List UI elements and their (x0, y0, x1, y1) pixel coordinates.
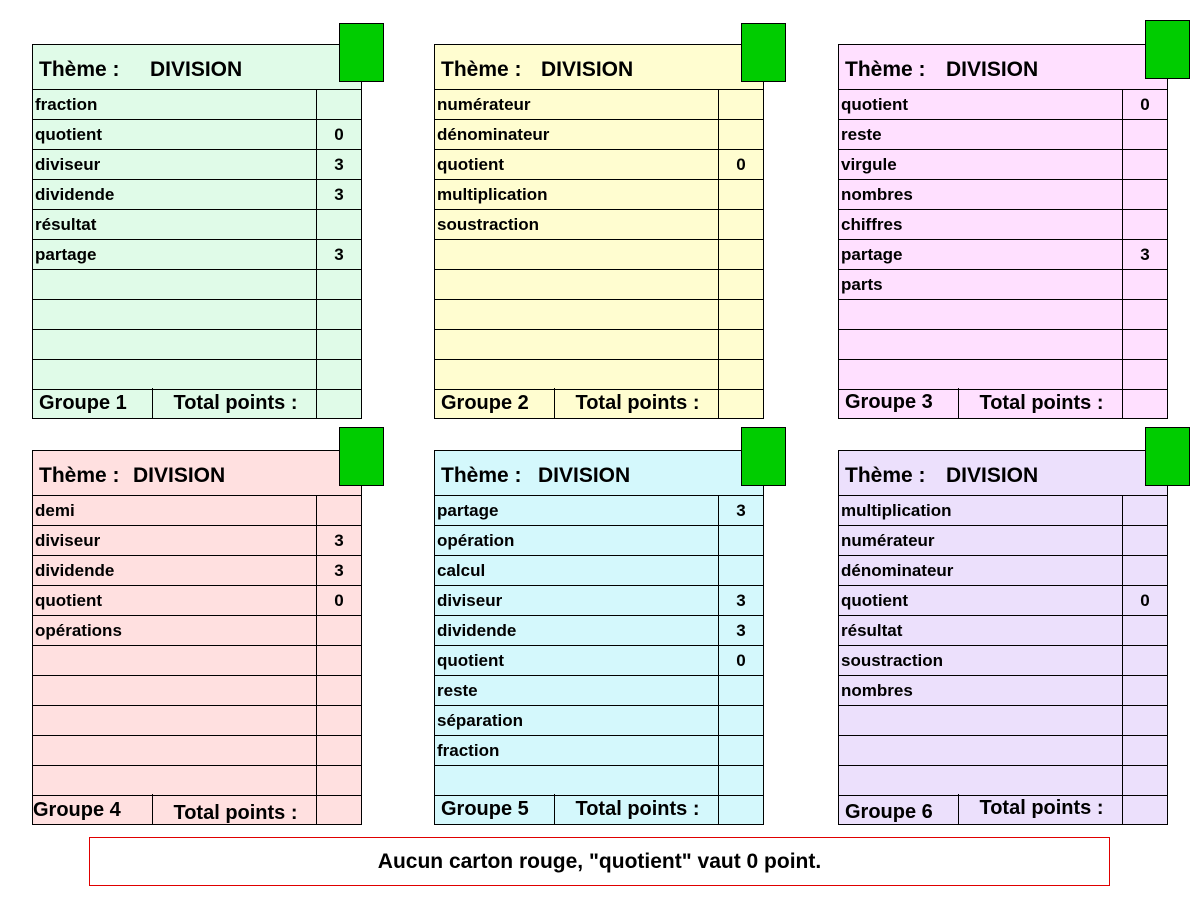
points-cell (718, 766, 763, 795)
points-cell (718, 270, 763, 299)
points-cell (1122, 556, 1167, 585)
word-row (435, 300, 763, 330)
word-row (839, 586, 1167, 616)
word-row (839, 90, 1167, 120)
green-card-flag (741, 427, 786, 486)
points-cell (1122, 616, 1167, 645)
word-cell: séparation (437, 711, 523, 730)
group-label (839, 794, 959, 824)
word-row (33, 300, 361, 330)
word-row (33, 736, 361, 766)
total-points-box (1122, 388, 1167, 418)
word-cell: reste (841, 125, 882, 144)
card-footer (435, 388, 763, 418)
group-label-text: Groupe 1 (39, 392, 127, 414)
word-cell: chiffres (841, 215, 903, 234)
points-cell (718, 526, 763, 555)
word-row (839, 300, 1167, 330)
word-row (435, 736, 763, 766)
word-row (435, 120, 763, 150)
group-label-text: Groupe 5 (441, 798, 529, 820)
points-cell (1122, 180, 1167, 209)
points-cell (316, 706, 361, 735)
points-cell (718, 706, 763, 735)
word-row (33, 646, 361, 676)
word-row (435, 556, 763, 586)
group-label (839, 388, 959, 418)
word-row (435, 210, 763, 240)
word-row (839, 210, 1167, 240)
theme-label: Thème : (845, 464, 926, 487)
total-points-box (718, 794, 763, 824)
total-points-label (555, 794, 720, 824)
word-row (435, 676, 763, 706)
card-header (435, 451, 763, 496)
word-row (33, 240, 361, 270)
word-row (435, 706, 763, 736)
points-cell: 0 (1122, 90, 1167, 119)
points-cell (316, 766, 361, 795)
points-cell: 3 (316, 556, 361, 585)
word-cell: diviseur (35, 531, 101, 550)
points-cell: 3 (316, 526, 361, 555)
word-cell: quotient (35, 591, 103, 610)
points-cell (1122, 766, 1167, 795)
word-row (33, 586, 361, 616)
points-cell (718, 240, 763, 269)
points-cell (1122, 706, 1167, 735)
points-cell (1122, 300, 1167, 329)
word-cell: dividende (35, 561, 115, 580)
word-row (839, 526, 1167, 556)
group-label (435, 388, 555, 418)
card-footer (33, 794, 361, 824)
group-card-1 (32, 44, 362, 419)
points-cell (316, 646, 361, 675)
word-cell: nombres (841, 185, 913, 204)
points-cell (316, 496, 361, 525)
word-cell: dénominateur (437, 125, 550, 144)
total-points-text: Total points : (173, 392, 298, 414)
points-cell (1122, 360, 1167, 389)
points-cell: 0 (718, 646, 763, 675)
points-cell (1122, 120, 1167, 149)
points-cell: 3 (718, 616, 763, 645)
word-row (839, 496, 1167, 526)
word-cell: opérations (35, 621, 122, 640)
points-cell (1122, 210, 1167, 239)
total-points-box (316, 794, 361, 824)
points-cell: 0 (718, 150, 763, 179)
group-label-text: Groupe 4 (33, 799, 121, 821)
theme-value: DIVISION (538, 464, 631, 487)
word-cell: dénominateur (841, 561, 954, 580)
total-points-text: Total points : (979, 797, 1104, 819)
total-points-text: Total points : (575, 392, 700, 414)
word-row (435, 240, 763, 270)
points-cell (718, 736, 763, 765)
points-cell (316, 300, 361, 329)
total-points-label (959, 388, 1124, 418)
total-points-label (959, 794, 1124, 824)
word-row (435, 616, 763, 646)
points-cell (316, 270, 361, 299)
word-row (33, 496, 361, 526)
card-footer (839, 794, 1167, 824)
points-cell (316, 360, 361, 389)
word-row (839, 330, 1167, 360)
total-points-box (316, 388, 361, 418)
word-row (839, 616, 1167, 646)
green-card-flag (1145, 427, 1190, 486)
word-cell: multiplication (841, 501, 952, 520)
word-row (33, 90, 361, 120)
points-cell: 3 (718, 586, 763, 615)
points-cell: 3 (316, 150, 361, 179)
points-cell: 3 (316, 240, 361, 269)
word-cell: diviseur (437, 591, 503, 610)
total-points-box (1122, 794, 1167, 824)
group-card-4 (32, 450, 362, 825)
word-cell: calcul (437, 561, 486, 580)
word-row (33, 270, 361, 300)
word-cell: demi (35, 501, 75, 520)
points-cell (316, 616, 361, 645)
word-cell: soustraction (437, 215, 540, 234)
word-cell: quotient (437, 155, 505, 174)
word-row (435, 766, 763, 796)
theme-value: DIVISION (946, 464, 1039, 487)
points-cell: 0 (1122, 586, 1167, 615)
points-cell (1122, 526, 1167, 555)
word-cell: quotient (841, 95, 909, 114)
points-cell (718, 556, 763, 585)
total-points-box (718, 388, 763, 418)
group-label (33, 388, 153, 418)
word-cell: opération (437, 531, 515, 550)
theme-label: Thème : (441, 58, 522, 81)
points-cell (1122, 676, 1167, 705)
card-footer (435, 794, 763, 824)
card-header (33, 45, 361, 90)
total-points-text: Total points : (173, 802, 298, 824)
word-row (33, 526, 361, 556)
card-header (33, 451, 361, 496)
word-cell: nombres (841, 681, 913, 700)
card-header (435, 45, 763, 90)
word-row (435, 90, 763, 120)
word-row (33, 150, 361, 180)
word-row (839, 150, 1167, 180)
word-row (435, 586, 763, 616)
group-card-6 (838, 450, 1168, 825)
theme-label: Thème : (39, 58, 120, 81)
word-row (33, 616, 361, 646)
theme-label: Thème : (441, 464, 522, 487)
word-row (435, 360, 763, 390)
word-row (839, 676, 1167, 706)
word-row (839, 180, 1167, 210)
theme-value: DIVISION (541, 58, 634, 81)
word-cell: numérateur (841, 531, 935, 550)
points-cell: 3 (316, 180, 361, 209)
group-card-2 (434, 44, 764, 419)
points-cell (718, 180, 763, 209)
total-points-label (153, 794, 318, 824)
points-cell: 3 (718, 496, 763, 525)
points-cell (1122, 736, 1167, 765)
points-cell (718, 210, 763, 239)
word-row (33, 766, 361, 796)
green-card-flag (339, 23, 384, 82)
word-cell: quotient (841, 591, 909, 610)
word-cell: dividende (35, 185, 115, 204)
word-row (33, 330, 361, 360)
word-cell: reste (437, 681, 478, 700)
word-row (839, 736, 1167, 766)
points-cell (718, 360, 763, 389)
total-points-label (153, 388, 318, 418)
word-row (839, 240, 1167, 270)
word-row (435, 646, 763, 676)
points-cell (1122, 646, 1167, 675)
points-cell (718, 90, 763, 119)
word-cell: résultat (841, 621, 903, 640)
word-cell: partage (437, 501, 499, 520)
word-row (839, 120, 1167, 150)
green-card-flag (339, 427, 384, 486)
points-cell (316, 210, 361, 239)
group-label-text: Groupe 2 (441, 392, 529, 414)
word-cell: fraction (35, 95, 98, 114)
group-card-3 (838, 44, 1168, 419)
total-points-text: Total points : (575, 798, 700, 820)
word-cell: soustraction (841, 651, 944, 670)
word-row (839, 706, 1167, 736)
word-cell: quotient (35, 125, 103, 144)
card-footer (839, 388, 1167, 418)
word-row (435, 330, 763, 360)
word-row (33, 556, 361, 586)
points-cell (316, 330, 361, 359)
word-cell: parts (841, 275, 883, 294)
word-row (33, 676, 361, 706)
word-row (839, 766, 1167, 796)
points-cell (316, 90, 361, 119)
card-header (839, 45, 1167, 90)
points-cell: 0 (316, 120, 361, 149)
word-row (33, 180, 361, 210)
points-cell: 0 (316, 586, 361, 615)
green-card-flag (741, 23, 786, 82)
total-points-label (555, 388, 720, 418)
word-row (33, 210, 361, 240)
theme-value: DIVISION (150, 58, 243, 81)
word-row (839, 556, 1167, 586)
word-cell: fraction (437, 741, 500, 760)
word-row (435, 526, 763, 556)
group-label-text: Groupe 3 (845, 391, 933, 413)
points-cell (718, 300, 763, 329)
word-row (33, 120, 361, 150)
total-points-text: Total points : (979, 392, 1104, 414)
word-row (435, 150, 763, 180)
word-cell: diviseur (35, 155, 101, 174)
points-cell (316, 736, 361, 765)
word-cell: virgule (841, 155, 897, 174)
word-cell: dividende (437, 621, 517, 640)
word-row (33, 706, 361, 736)
group-label-text: Groupe 6 (845, 801, 933, 823)
word-row (435, 496, 763, 526)
word-cell: partage (841, 245, 903, 264)
points-cell (1122, 496, 1167, 525)
word-row (839, 270, 1167, 300)
theme-label: Thème : (39, 464, 120, 487)
word-cell: quotient (437, 651, 505, 670)
group-card-5 (434, 450, 764, 825)
word-cell: résultat (35, 215, 97, 234)
points-cell (1122, 270, 1167, 299)
theme-value: DIVISION (946, 58, 1039, 81)
word-row (839, 646, 1167, 676)
word-row (33, 360, 361, 390)
group-label (33, 794, 153, 824)
word-row (435, 270, 763, 300)
green-card-flag (1145, 20, 1190, 79)
card-footer (33, 388, 361, 418)
word-cell: partage (35, 245, 97, 264)
points-cell (316, 676, 361, 705)
points-cell (1122, 330, 1167, 359)
group-label (435, 794, 555, 824)
theme-label: Thème : (845, 58, 926, 81)
word-row (839, 360, 1167, 390)
points-cell (1122, 150, 1167, 179)
word-row (435, 180, 763, 210)
points-cell (718, 676, 763, 705)
points-cell: 3 (1122, 240, 1167, 269)
card-header (839, 451, 1167, 496)
points-cell (718, 120, 763, 149)
points-cell (718, 330, 763, 359)
theme-value: DIVISION (133, 464, 226, 487)
result-note: Aucun carton rouge, "quotient" vaut 0 point. (89, 837, 1110, 886)
word-cell: multiplication (437, 185, 548, 204)
word-cell: numérateur (437, 95, 531, 114)
